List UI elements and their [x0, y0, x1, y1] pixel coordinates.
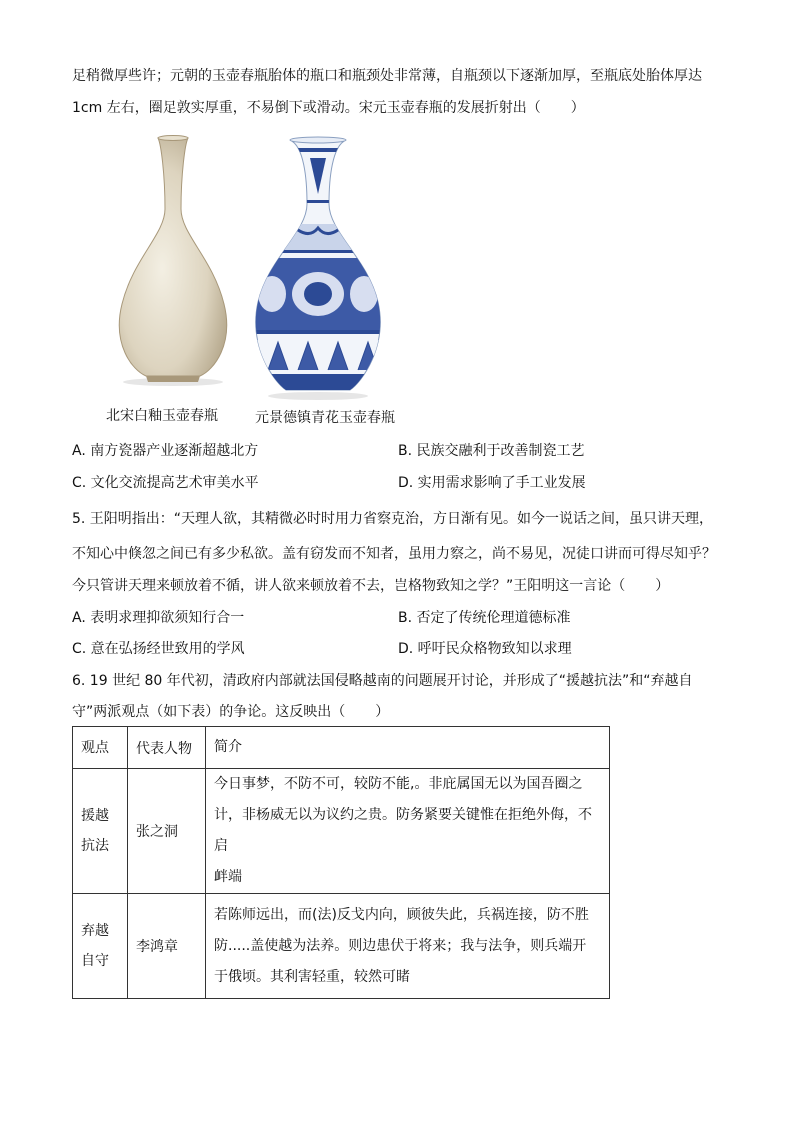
- table-header-row: [73, 727, 610, 769]
- white-glaze-vase-image: [108, 134, 238, 394]
- q5-option-d: D. 呼吁民众格物致知以求理: [398, 641, 572, 657]
- row1-viewpoint-line1: 援越: [81, 808, 109, 824]
- q5-stem-line2: 不知心中倏忽之间已有多少私欲。盖有窃发而不知者，虽用力察之，尚不易见，况徒口讲而可得尽知乎？: [72, 546, 716, 562]
- q5-option-c: C. 意在弘扬经世致用的学风: [72, 641, 245, 657]
- q6-stem-line1: 6. 19 世纪 80 年代初，清政府内部就法国侵略越南的问题展开讨论，并形成了“援越抗法”和“弃越自: [72, 673, 693, 689]
- table-row: [73, 894, 610, 999]
- table-row: [73, 769, 610, 894]
- q4-option-a: A. 南方瓷器产业逐渐超越北方: [72, 443, 259, 459]
- row1-summary-line3: 衅端: [214, 869, 242, 885]
- q4-option-d: D. 实用需求影响了手工业发展: [398, 475, 586, 491]
- q6-viewpoints-table: [72, 726, 610, 999]
- row1-person: 张之洞: [128, 769, 206, 894]
- blue-white-vase-image: [248, 134, 388, 406]
- q5-option-a: A. 表明求理抑欲须知行合一: [72, 610, 245, 626]
- q4-option-b: B. 民族交融利于改善制瓷工艺: [398, 443, 585, 459]
- q6-stem-close-paren: ）: [375, 704, 390, 720]
- q4-option-c: C. 文化交流提高艺术审美水平: [72, 475, 259, 491]
- row2-summary-line3: 于俄顷。其利害轻重，较然可睹: [214, 968, 410, 985]
- q5-stem-text: 今只管讲天理来顿放着不循，讲人欲来顿放着不去，岂格物致知之学？”王阳明这一言论（: [72, 578, 626, 594]
- caption-right: 元景德镇青花玉壶春瓶: [255, 410, 395, 426]
- row1-viewpoint-line2: 抗法: [81, 838, 109, 854]
- row1-summary-line1: 今日事梦，不防不可，较防不能,。非庇属国无以为国吾圈之: [214, 776, 583, 792]
- header-viewpoint: 观点: [73, 727, 128, 769]
- q4-stem-line1: 足稍微厚些许；元朝的玉壶春瓶胎体的瓶口和瓶颈处非常薄，自瓶颈以下逐渐加厚，至瓶底处胎体厚达: [72, 68, 702, 84]
- q6-stem-line2: [72, 702, 389, 722]
- q4-stem-line2: [72, 98, 585, 118]
- row1-viewpoint: [73, 769, 128, 894]
- row2-summary: [206, 894, 610, 999]
- row2-summary-line2: 防.....盖使越为法养。则边患伏于将来；我与法争，则兵端开: [214, 937, 587, 954]
- header-representative: 代表人物: [128, 727, 206, 769]
- q5-stem-line1: 5. 王阳明指出：“天理人欲，其精微必时时用力省察克治，方日渐有见。如今一说话之间，虽只讲天理，: [72, 511, 714, 527]
- row2-viewpoint-line2: 自守: [81, 953, 109, 969]
- q6-stem-text: 守”两派观点（如下表）的争论。这反映出（: [72, 704, 346, 720]
- row2-summary-line1: 若陈师远出，而(法)反戈内向，顾彼失此，兵祸连接，防不胜: [214, 906, 589, 923]
- q4-stem-close-paren: ）: [570, 100, 585, 116]
- q4-stem-text: 1cm 左右，圈足敦实厚重，不易倒下或滑动。宋元玉壶春瓶的发展折射出（: [72, 100, 541, 116]
- q5-option-b: B. 否定了传统伦理道德标准: [398, 610, 571, 626]
- row1-summary: [206, 769, 610, 894]
- row2-viewpoint: [73, 894, 128, 999]
- row2-viewpoint-line1: 弃越: [81, 923, 109, 939]
- row1-summary-line2: 计，非杨威无以为议约之贵。防务紧要关键惟在拒绝外侮，不启: [214, 807, 592, 854]
- q5-stem-line3: [72, 576, 669, 596]
- row2-person: 李鸿章: [128, 894, 206, 999]
- caption-left: 北宋白釉玉壶春瓶: [106, 408, 218, 424]
- header-summary: 简介: [206, 727, 610, 769]
- q5-stem-close-paren: ）: [655, 578, 670, 594]
